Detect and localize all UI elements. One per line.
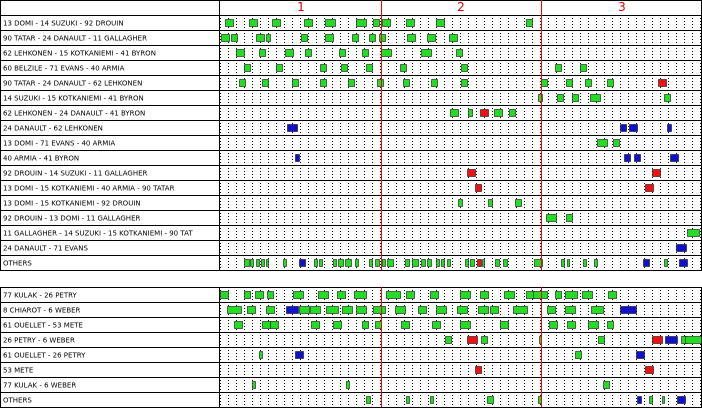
shift-bar [568,260,570,267]
shift-bar [300,307,310,314]
shift-bar [469,110,473,117]
shift-bar [343,307,353,314]
shift-bar [595,260,598,267]
shift-bar [599,337,605,344]
shift-bar [668,125,672,132]
shift-bar [248,307,256,314]
shift-bar [320,260,323,267]
shift-bar [257,35,265,42]
shift-bar [334,322,342,329]
line-label: 53 METE [3,366,34,375]
line-label: 77 KULAK - 6 WEBER [3,381,77,390]
shift-bar [653,170,661,177]
shift-bar [260,352,263,359]
shift-bar [671,155,679,162]
line-label: 90 TATAR - 24 DANAULT - 11 GALLAGHER [3,34,147,43]
shift-bar [621,307,637,314]
shift-bar [376,260,380,267]
shift-bar [488,397,494,404]
shift-bar [510,110,516,117]
shift-bar [598,140,608,147]
shift-bar [370,260,373,267]
shift-bar [226,20,234,27]
shift-bar [437,260,440,267]
shift-bar [240,80,246,87]
shift-bar [446,337,452,344]
line-label: 60 BELZILE - 71 EVANS - 40 ARMIA [3,64,125,73]
shift-bar [608,80,614,87]
shift-bar [383,20,391,27]
shift-bar [300,260,306,267]
shift-bar [653,337,663,344]
shift-bar [374,307,386,314]
shift-bar [293,80,299,87]
shift-bar [665,95,671,102]
shift-bar [339,260,344,267]
shift-bar [402,322,410,329]
shift-bar [228,307,242,314]
shift-bar [638,397,642,404]
period-label-3: 3 [618,0,626,14]
shift-bar [496,260,500,267]
line-label: 61 OUELLET - 26 PETRY [3,351,86,360]
shift-bar [428,260,432,267]
shift-bar [353,35,359,42]
shift-bar [621,125,627,132]
shift-bar [306,50,312,57]
shift-bar [501,322,509,329]
line-label: 92 DROUIN - 13 DOMI - 11 GALLAGHER [3,214,141,223]
shift-bar [419,307,427,314]
shift-bar [428,35,436,42]
line-label: 24 DANAULT - 62 LEHKONEN [3,124,103,133]
shift-bar [286,50,294,57]
shift-bar [584,260,587,267]
shift-bar [573,95,579,102]
shift-bar [277,65,283,72]
shift-bar [442,260,445,267]
shift-bar [466,260,469,267]
line-label: 62 LEHKONEN - 15 KOTKANIEMI - 41 BYRON [3,49,156,58]
shift-bar [491,307,499,314]
shift-bar [288,125,298,132]
shift-bar [334,260,337,267]
shift-bar [327,307,339,314]
shift-bar [558,95,564,102]
shift-bar [349,80,355,87]
shift-bar [461,292,471,299]
shift-bar [514,307,528,314]
shift-bar [271,322,279,329]
shift-bar [363,50,369,57]
shift-bar [267,260,269,267]
shift-bar [263,80,269,87]
shift-bar [251,260,254,267]
shift-bar [321,80,327,87]
shift-bar [222,35,230,42]
shift-bar [646,185,654,192]
period-label-1: 1 [297,0,305,14]
shift-bar [483,260,485,267]
shift-bar [688,230,700,237]
shift-bar [433,322,441,329]
shift-bar [262,260,265,267]
shift-bar [566,292,578,299]
shift-bar [221,292,229,299]
shift-bar [589,322,599,329]
shift-bar [432,80,438,87]
shift-bar [237,50,245,57]
shift-bar [468,337,478,344]
shift-bar [347,382,350,389]
shift-bar [407,292,415,299]
shift-bar [458,307,468,314]
line-label: 13 DOMI - 15 KOTKANIEMI - 92 DROUIN [3,199,141,208]
shift-bar [374,20,380,27]
shift-bar [604,382,610,389]
shift-bar [637,352,645,359]
line-label: 13 DOMI - 15 KOTKANIEMI - 40 ARMIA - 90 TATAR [3,184,175,193]
line-label: 24 DANAULT - 71 EVANS [3,244,88,253]
shift-bar [356,260,359,267]
forwards-table [0,15,702,271]
shift-bar [357,20,367,27]
shift-bar [644,260,650,267]
shift-bar [542,80,548,87]
shift-bar [568,322,576,329]
shift-bar [311,307,321,314]
shift-bar [566,307,576,314]
shift-bar [659,80,667,87]
shift-bar [232,35,238,42]
shift-bar [380,35,386,42]
shift-bar [495,110,503,117]
shift-bar [431,397,434,404]
shift-bar [256,292,264,299]
line-label: 11 GALLAGHER - 14 SUZUKI - 15 KOTKANIEMI - 90 TAT [3,229,193,238]
shift-bar [346,260,352,267]
shift-bar [556,292,562,299]
shift-bar [294,292,304,299]
shift-bar [357,307,367,314]
shift-bar [287,307,299,314]
shift-bar [319,292,329,299]
shift-bar [478,260,482,267]
shift-bar [666,337,678,344]
shift-bar [355,292,367,299]
shift-bar [422,260,426,267]
shift-bar [312,322,320,329]
shift-bar [406,260,410,267]
shift-bar [650,397,653,404]
shift-bar [305,20,313,27]
shift-bar [614,140,620,147]
period-header [0,0,702,15]
shift-bar [253,382,256,389]
shift-bar [245,65,251,72]
shift-bar [235,322,243,329]
shift-bar [413,260,419,267]
shift-bar [273,20,281,27]
shift-bar [302,35,308,42]
shift-bar [448,260,451,267]
shift-bar [376,322,382,329]
shift-bar [407,397,410,404]
shift-bar [260,50,266,57]
shift-bar [437,20,445,27]
shift-bar [476,367,482,374]
shift-bar [646,367,654,374]
defense-table [0,287,702,408]
shift-bar [581,65,587,72]
shift-bar [367,397,371,404]
line-label: 14 SUZUKI - 15 KOTKANIEMI - 41 BYRON [3,94,144,103]
shift-bar [462,65,468,72]
shift-bar [321,65,327,72]
shift-bar [516,200,522,207]
line-label: 13 DOMI - 14 SUZUKI - 92 DROUIN [3,19,124,28]
shift-bar [608,322,614,329]
shift-bar [609,292,617,299]
line-label: 62 LEHKONEN - 24 DANAULT - 41 BYRON [3,109,146,118]
shift-bar [677,245,687,252]
line-label: OTHERS [3,259,32,268]
period-label-2: 2 [457,0,465,14]
shift-bar [401,65,407,72]
shift-bar [625,155,631,162]
shift-bar [370,35,376,42]
shift-bar [338,292,346,299]
shift-bar [459,200,463,207]
shift-bar [534,292,548,299]
shift-bar [284,260,287,267]
shift-bar [583,292,593,299]
shift-bar [450,35,458,42]
shift-bar [489,200,493,207]
shift-bar [245,292,251,299]
line-label: 13 DOMI - 71 EVANS - 40 ARMIA [3,139,116,148]
shift-bar [482,337,488,344]
shift-bar [268,292,274,299]
shift-bar [378,80,384,87]
shift-bar [396,307,406,314]
shift-bar [367,65,373,72]
shift-bar [437,307,447,314]
shift-bar [296,155,300,162]
shift-bar [663,397,665,404]
shift-bar [407,20,415,27]
line-label: 8 CHIAROT - 6 WEBER [3,306,81,315]
shift-bar [257,260,260,267]
shift-bar [363,322,369,329]
shift-bar [267,307,275,314]
shift-bar [567,80,573,87]
shift-bar [476,185,482,192]
shift-bar [388,260,394,267]
shift-bar [422,50,432,57]
shift-bar [326,35,334,42]
line-label: 26 PETRY - 6 WEBER [3,336,75,345]
shift-bar [431,292,439,299]
shift-bar [567,215,573,222]
shift-bar [250,20,258,27]
line-label: OTHERS [3,396,32,405]
line-label: 92 DROUIN - 14 SUZUKI - 11 GALLAGHER [3,169,148,178]
shift-bar [462,80,468,87]
shift-bar [451,110,459,117]
shift-bar [505,292,515,299]
shift-bar [481,292,489,299]
shift-bar [468,170,476,177]
line-label: 40 ARMIA - 41 BYRON [3,154,80,163]
shift-bar [550,322,558,329]
shift-bar [342,65,348,72]
shift-bar [296,352,304,359]
shift-bar [382,50,392,57]
shift-bar [678,397,686,404]
line-label: 77 KULAK - 26 PETRY [3,291,77,300]
shift-bar [315,260,318,267]
shift-bar [576,352,582,359]
shift-bar [527,20,533,27]
shift-bar [383,260,386,267]
shift-bar [562,260,565,267]
shift-bar [592,307,604,314]
line-label: 90 TATAR - 24 DANAULT - 62 LEHKONEN [3,79,143,88]
shift-bar [686,337,702,344]
shift-bar [504,260,508,267]
shift-bar [387,292,401,299]
shift-bar [340,50,346,57]
shift-bar [630,125,638,132]
shift-bar [404,80,410,87]
shift-bar [267,35,271,42]
shift-bar [263,322,271,329]
shift-bar [481,110,489,117]
shift-bar [556,65,562,72]
shift-bar [457,50,463,57]
shift-bar [635,155,641,162]
shift-bar [591,95,601,102]
shift-bar [461,322,471,329]
shift-bar [548,307,556,314]
shift-bar [547,215,557,222]
shift-bar [586,80,592,87]
shift-bar [680,260,688,267]
shift-bar [471,260,475,267]
shift-bar [665,260,668,267]
shift-bar [245,260,250,267]
shift-bar [479,307,489,314]
line-label: 61 OUELLET - 53 METE [3,321,83,330]
shift-bar [408,35,416,42]
shift-bar [326,20,336,27]
